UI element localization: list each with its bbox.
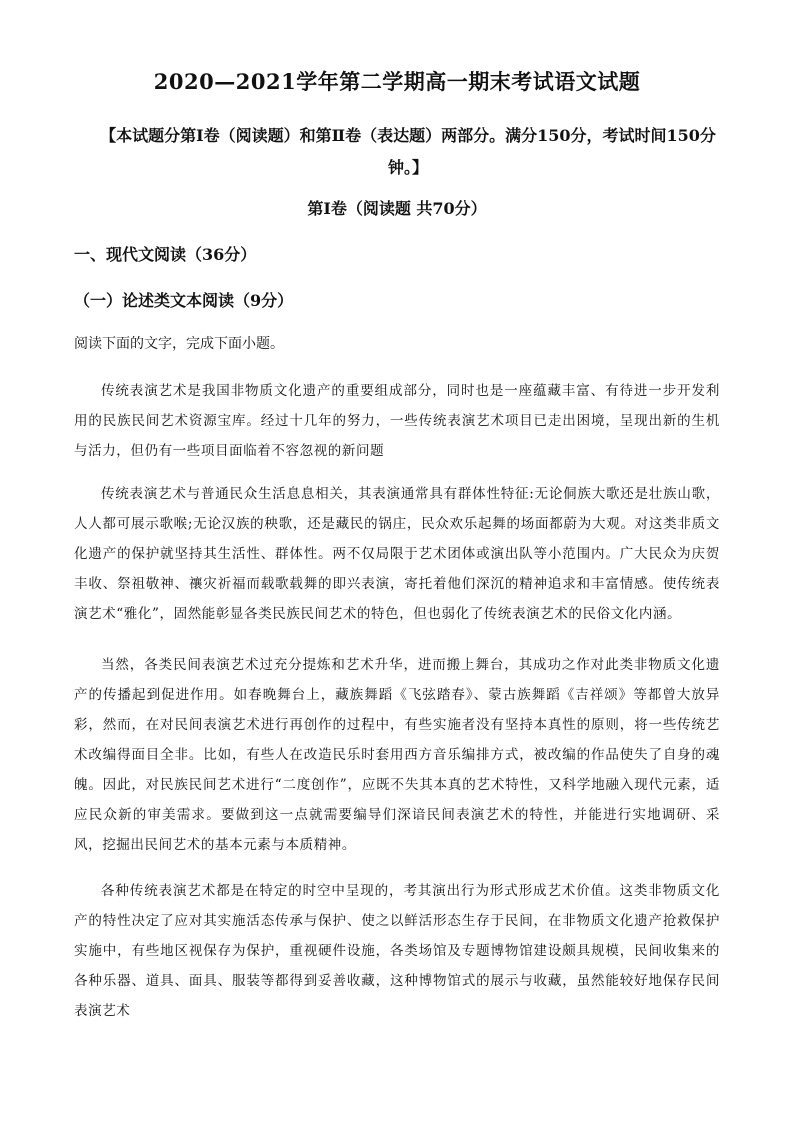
section-title: 第Ⅰ卷（阅读题 共70分） bbox=[307, 199, 487, 218]
passage-paragraph: 传统表演艺术是我国非物质文化遗产的重要组成部分，同时也是一座蕴藏丰富、有待进一步开发利用的民族民间艺术资源宝库。经过十几年的努力，一些传统表演艺术项目已走出困境，呈现出新的生机与活力，但仍有一些项目面临着不容忽视的新问题 bbox=[74, 383, 720, 459]
exam-note: 【本试题分第Ⅰ卷（阅读题）和第Ⅱ卷（表达题）两部分。满分150分，考试时间150分钟。】 bbox=[100, 126, 716, 177]
instruction-text: 阅读下面的文字，完成下面小题。 bbox=[74, 336, 284, 352]
passage-paragraph: 当然，各类民间表演艺术过充分提炼和艺术升华，进而搬上舞台，其成功之作对此类非物质文化遗产的传播起到促进作用。如春晚舞台上，藏族舞蹈《飞弦踏春》、蒙古族舞蹈《吉祥颂》等都曾大放异彩，然而，在对民间表演艺术进行再创作的过程中，有些实施者没有坚持本真性的原则，将一些传统艺术改编得面目全非。比如，有些人在改造民乐时套用西方音乐编排方式，被改编的作品使失了自身的魂魄。因此，对民族民间艺术进行“二度创作”，应既不失其本真的艺术特性，又科学地融入现代元素，适应民众新的审美需求。要做到这一点就需要编导们深谙民间表演艺术的特性，并能进行实地调研、采风，挖掘出民间艺术的基本元素与本质精神。 bbox=[74, 657, 720, 853]
exam-title: 2020—2021学年第二学期高一期末考试语文试题 bbox=[153, 69, 641, 94]
passage-paragraph: 传统表演艺术与普通民众生活息息相关，其表演通常具有群体性特征:无论侗族大歌还是壮族山歌，人人都可展示歌喉;无论汉族的秧歌，还是藏民的锅庄，民众欢乐起舞的场面都蔚为大观。对这类非质文化遗产的保护就坚持其生活性、群体性。两不仅局限于艺术团体或演出队等小范围内。广大民众为庆贺丰收、祭祖敬神、禳灾祈福而载歌载舞的即兴表演，寄托着他们深沉的精神追求和丰富情感。使传统表演艺术“雅化”，固然能彰显各类民族民间艺术的特色，但也弱化了传统表演艺术的民俗文化内涵。 bbox=[74, 486, 720, 622]
part-heading: 一、现代文阅读（36分） bbox=[74, 245, 257, 264]
subsection-heading: （一）论述类文本阅读（9分） bbox=[74, 291, 294, 310]
passage-paragraph: 各种传统表演艺术都是在特定的时空中呈现的，考其演出行为形式形成艺术价值。这类非物质文化产的特性决定了应对其实施活态传承与保护、使之以鲜活形态生存于民间，在非物质文化遗产抢救保护实施中，有些地区视保存为保护，重视硬件设施，各类场馆及专题博物馆建设颇具规模，民间收集来的各种乐器、道具、面具、服装等都得到妥善收藏，这种博物馆式的展示与收藏，虽然能较好地保存民间表演艺术 bbox=[74, 883, 720, 1019]
